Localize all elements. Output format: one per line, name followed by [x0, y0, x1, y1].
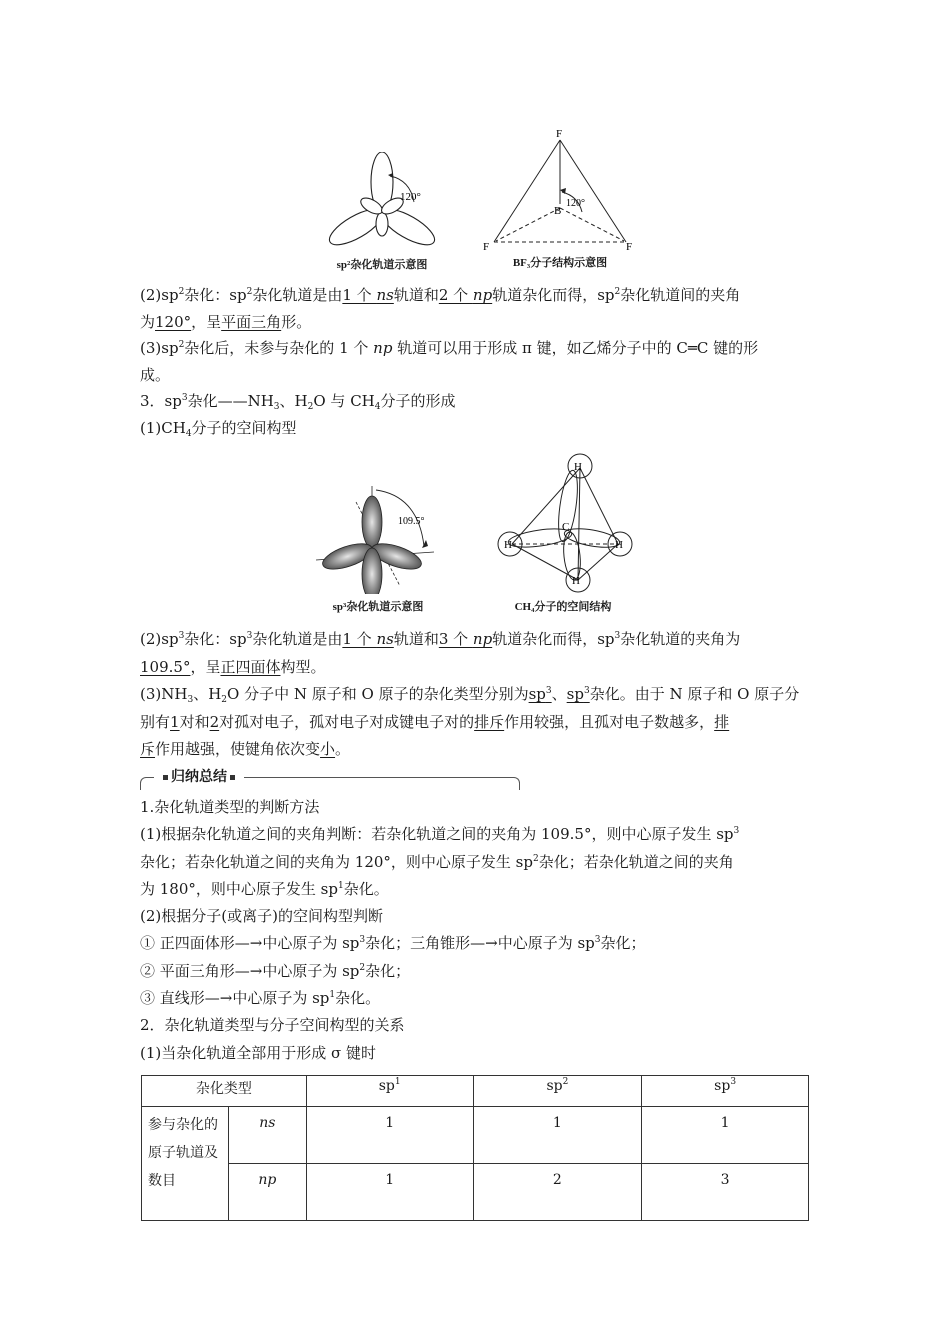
ch4-edge-4 — [512, 544, 578, 580]
sp2-orbital-caption: sp²杂化轨道示意图 — [336, 259, 428, 271]
summary-line-8: (1)当杂化轨道全部用于形成 σ 键时 — [140, 1043, 377, 1062]
sp2-lobe-small-bottom — [376, 212, 388, 236]
sp3-orbital-caption: sp³杂化轨道示意图 — [332, 601, 424, 613]
table-header-cell: $sp^2$ — [473, 1076, 642, 1107]
summary-banner — [140, 767, 520, 789]
banner-square-icon — [230, 775, 235, 780]
ch4-edge-3 — [578, 468, 580, 580]
sp2-paragraph-3: $(3)sp^2$杂化后，未参与杂化的 1 个 np 轨道可以用于形成 π 键，如乙烯分子中的 C═C 键的形 成。 — [140, 339, 759, 384]
bf3-edge-left — [494, 140, 560, 242]
table-cell: 1 — [306, 1107, 473, 1164]
bf3-atom-left: F — [483, 241, 490, 252]
sp2-paragraph-2: $(2)sp^2$杂化：$sp^2$杂化轨道是由1 个 ns轨道和2 个 np轨道杂化而得，$sp^2$杂化轨道间的夹角 为120°，呈平面三角形。 — [140, 286, 741, 331]
bf3-atom-center: B — [554, 205, 562, 217]
ch4-edge-5 — [578, 544, 618, 580]
summary-banner-label: 归纳总结 — [154, 767, 244, 787]
ch4-h-label-bottom: H — [572, 575, 580, 587]
summary-line-7: 2．杂化轨道类型与分子空间构型的关系 — [140, 1016, 405, 1035]
table-row — [142, 1164, 809, 1221]
table-header-cell: $sp^3$ — [642, 1076, 809, 1107]
sp3-orbital-figure — [312, 482, 444, 613]
summary-line-2: (1)根据杂化轨道之间的夹角判断：若杂化轨道之间的夹角为 109.5°，则中心原子发生 $sp^3$ 杂化；若杂化轨道之间的夹角为 120°，则中心原子发生 $sp^2$杂化；若杂化轨道之间的夹角 为 180°，则中心原子发生 $sp^1$杂化。 — [140, 825, 740, 898]
ch4-diagram — [492, 450, 634, 596]
bf3-atom-top: F — [556, 128, 563, 140]
hybridization-table — [141, 1075, 809, 1221]
table-cell: 1 — [642, 1107, 809, 1164]
bf3-figure — [480, 126, 640, 269]
banner-square-icon — [163, 775, 168, 780]
table-cell: 3 — [642, 1164, 809, 1221]
sp3-lobe-top — [362, 496, 382, 548]
sp3-section-title: 3．$sp^3$杂化$——NH_3$、$H_2O$ 与 $CH_4$分子的形成 — [140, 392, 456, 412]
ch4-edge-2 — [580, 468, 618, 544]
table-cell: ns — [228, 1107, 306, 1164]
sp3-orbital-diagram — [312, 482, 444, 594]
bf3-caption: BF₃分子结构示意图 — [512, 257, 608, 269]
table-row — [142, 1107, 809, 1164]
ch4-lobe-right — [563, 525, 621, 550]
summary-line-3: (2)根据分子(或离子)的空间构型判断 — [140, 907, 383, 926]
ch4-h-label-top: H — [574, 461, 582, 473]
bf3-arrow-head — [560, 188, 566, 194]
summary-line-6: ③ 直线形—→中心原子为 $sp^1$杂化。 — [140, 989, 381, 1008]
ch4-caption: CH₄分子的空间结构 — [514, 601, 612, 613]
bf3-diagram — [480, 126, 640, 252]
summary-section — [140, 794, 812, 1067]
sp2-orbital-figure — [318, 152, 446, 271]
sp3-paragraph-2: $(2)sp^3$杂化：$sp^3$杂化轨道是由1 个 ns轨道和3 个 np轨道杂化而得，$sp^3$杂化轨道的夹角为 109.5°，呈正四面体构型。 — [140, 630, 741, 676]
sp2-angle-label: 120° — [400, 191, 421, 203]
ch4-h-label-right: H — [615, 539, 623, 551]
sp3-angle-label: 109.5° — [398, 516, 425, 527]
sp2-orbital-diagram — [318, 152, 446, 252]
table-cell: 2 — [473, 1164, 642, 1221]
table-cell: 1 — [473, 1107, 642, 1164]
bf3-angle-label: 120° — [566, 198, 585, 209]
summary-line-5: ② 平面三角形—→中心原子为 $sp^2$杂化； — [140, 961, 411, 980]
table-cell: np — [228, 1164, 306, 1221]
bf3-edge-right — [560, 140, 626, 242]
sp3-paragraph-3: $(3)NH_3$、$H_2O$ 分子中 N 原子和 O 原子的杂化类型分别为$sp^3$、$sp^3$杂化。由于 N 原子和 O 原子分 别有1对和2对孤对电子，孤对电子对成键电子对的排斥作用较强，且孤对电子数越多，排 斥作用越强，使键角依次变小。 — [140, 685, 800, 758]
table-row-group-label: 参与杂化的原子轨道及数目 — [142, 1107, 229, 1221]
sp3-section — [140, 626, 812, 764]
bf3-atom-right: F — [626, 241, 633, 252]
ch4-c-label: C — [562, 521, 570, 533]
table-cell: 1 — [306, 1164, 473, 1221]
table-header-cell: 杂化类型 — [142, 1076, 307, 1107]
ch4-structure-heading: $(1)CH_4$分子的空间构型 — [140, 418, 297, 439]
summary-line-4: ① 正四面体形—→中心原子为 $sp^3$杂化；三角锥形—→中心原子为 $sp^3$杂化； — [140, 934, 646, 953]
ch4-h-label-left: H — [504, 539, 512, 551]
summary-line-1: 1.杂化轨道类型的判断方法 — [140, 798, 320, 816]
sp3-lobe-bottom — [362, 548, 382, 594]
table-header-cell: $sp^1$ — [306, 1076, 473, 1107]
sp2-section — [140, 282, 812, 441]
ch4-figure — [492, 450, 634, 613]
table-header-row — [142, 1076, 809, 1107]
